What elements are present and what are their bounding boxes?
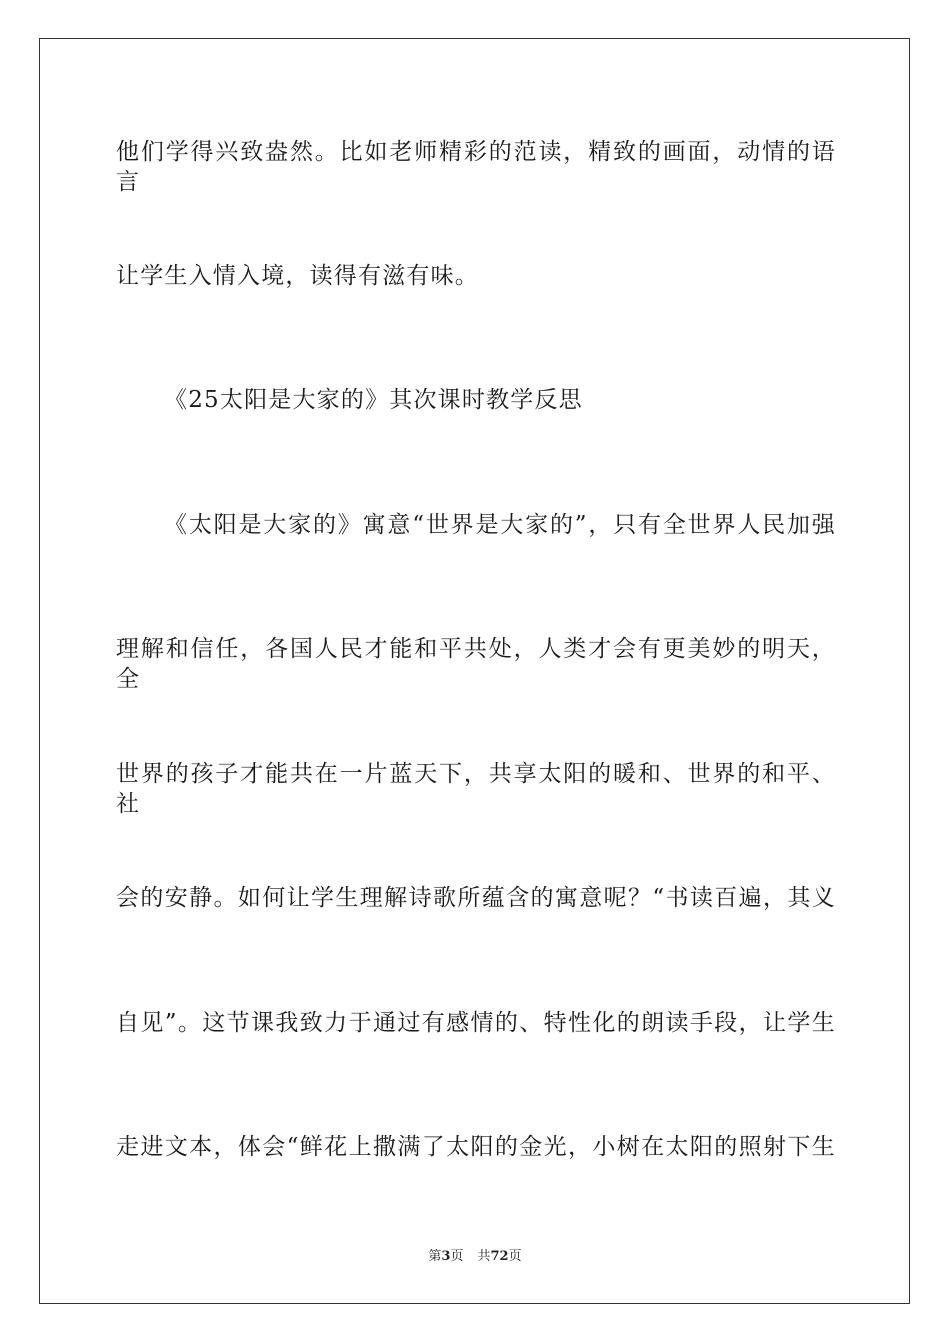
body-line-3: 《太阳是大家的》寓意“世界是大家的”，只有全世界人民加强 (164, 512, 836, 538)
footer-page-suffix: 页 (450, 1249, 464, 1264)
body-line-1: 他们学得兴致盎然。比如老师精彩的范读，精致的画面，动情的语言 (116, 139, 836, 195)
section-heading: 《25太阳是大家的》其次课时教学反思 (164, 387, 583, 413)
page-footer (0, 1248, 950, 1266)
body-line-4: 理解和信任，各国人民才能和平共处，人类才会有更美妙的明天，全 (116, 636, 836, 692)
footer-total-suffix: 页 (508, 1249, 522, 1264)
body-line-5: 世界的孩子才能共在一片蓝天下，共享太阳的暖和、世界的和平、社 (116, 761, 836, 817)
footer-total-pages: 72 (490, 1249, 509, 1264)
body-line-8: 走进文本，体会“鲜花上撒满了太阳的金光，小树在太阳的照射下生 (116, 1134, 836, 1160)
footer-page-number: 3 (441, 1249, 451, 1264)
body-line-2: 让学生入情入境，读得有滋有味。 (116, 263, 479, 289)
body-line-7: 自见”。这节课我致力于通过有感情的、特性化的朗读手段，让学生 (116, 1010, 836, 1036)
footer-page-prefix: 第 (428, 1249, 442, 1264)
body-line-6: 会的安静。如何让学生理解诗歌所蕴含的寓意呢？“书读百遍，其义 (116, 885, 836, 911)
footer-total-prefix: 共 (477, 1249, 491, 1264)
page-border (39, 38, 910, 1304)
